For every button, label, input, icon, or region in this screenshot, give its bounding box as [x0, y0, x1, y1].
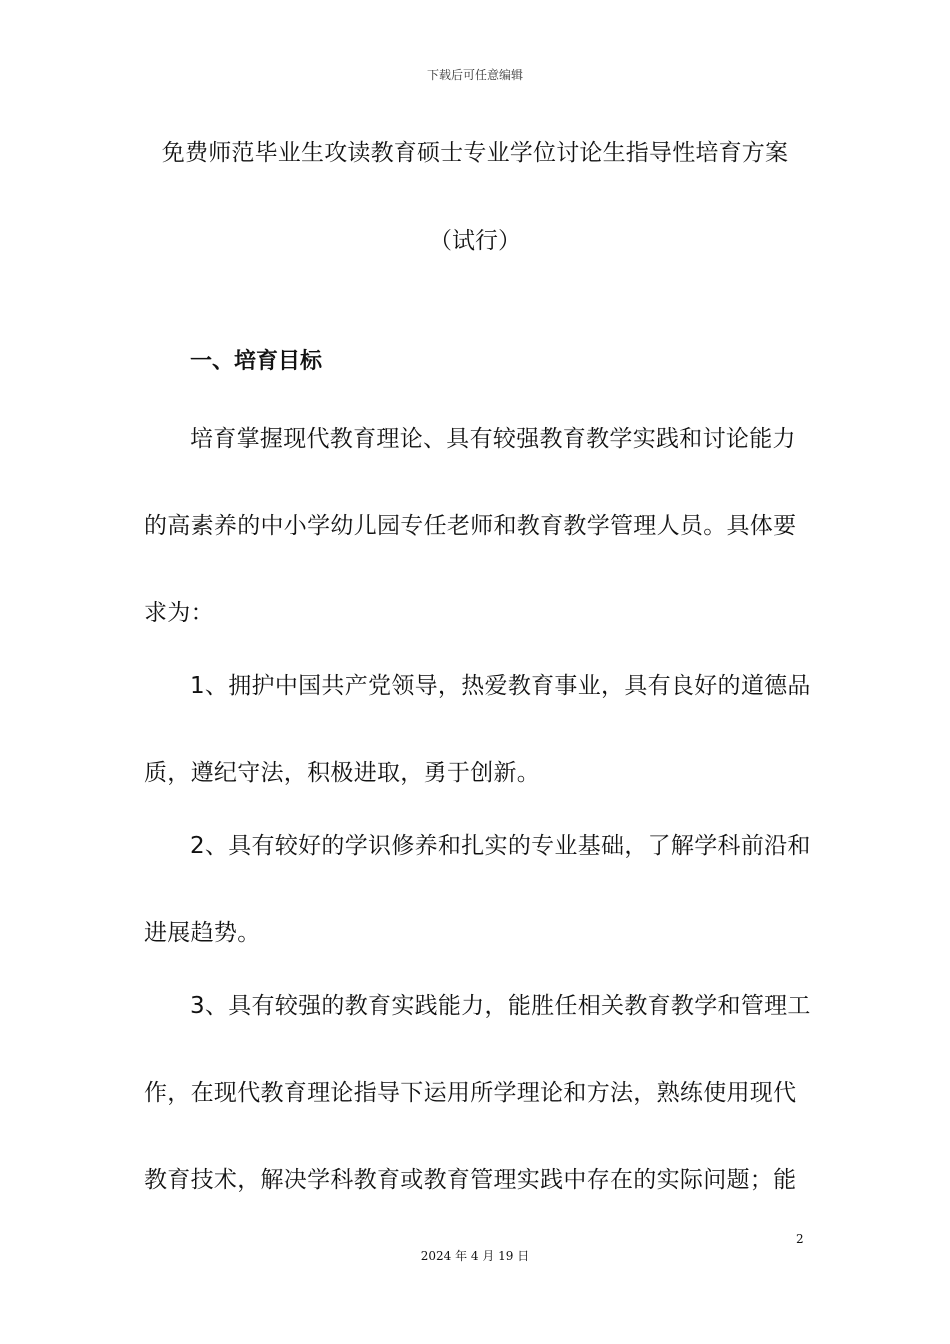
footer-date: 2024 年 4 月 19 日: [420, 1249, 530, 1263]
section-heading: 一、培育目标: [190, 349, 323, 374]
paragraph-line: 作，在现代教育理论指导下运用所学理论和方法，熟练使用现代: [144, 1080, 797, 1106]
header-note: 下载后可任意编辑: [426, 68, 523, 82]
paragraph-line: 质，遵纪守法，积极进取，勇于创新。: [144, 760, 541, 786]
paragraph-line: 2、具有较好的学识修养和扎实的专业基础，了解学科前沿和: [190, 833, 811, 859]
paragraph-line: 进展趋势。: [144, 920, 261, 946]
paragraph-line: 的高素养的中小学幼儿园专任老师和教育教学管理人员。具体要: [144, 513, 797, 539]
paragraph-line: 培育掌握现代教育理论、具有较强教育教学实践和讨论能力: [190, 426, 796, 452]
document-title: 免费师范毕业生攻读教育硕士专业学位讨论生指导性培育方案: [161, 140, 789, 166]
paragraph-line: 求为：: [144, 600, 214, 626]
paragraph-line: 教育技术，解决学科教育或教育管理实践中存在的实际问题；能: [144, 1167, 797, 1193]
paragraph-line: 1、拥护中国共产党领导，热爱教育事业，具有良好的道德品: [190, 673, 811, 699]
document-subtitle: （试行）: [429, 228, 521, 254]
page-number: 2: [796, 1232, 804, 1246]
paragraph-line: 3、具有较强的教育实践能力，能胜任相关教育教学和管理工: [190, 993, 811, 1019]
